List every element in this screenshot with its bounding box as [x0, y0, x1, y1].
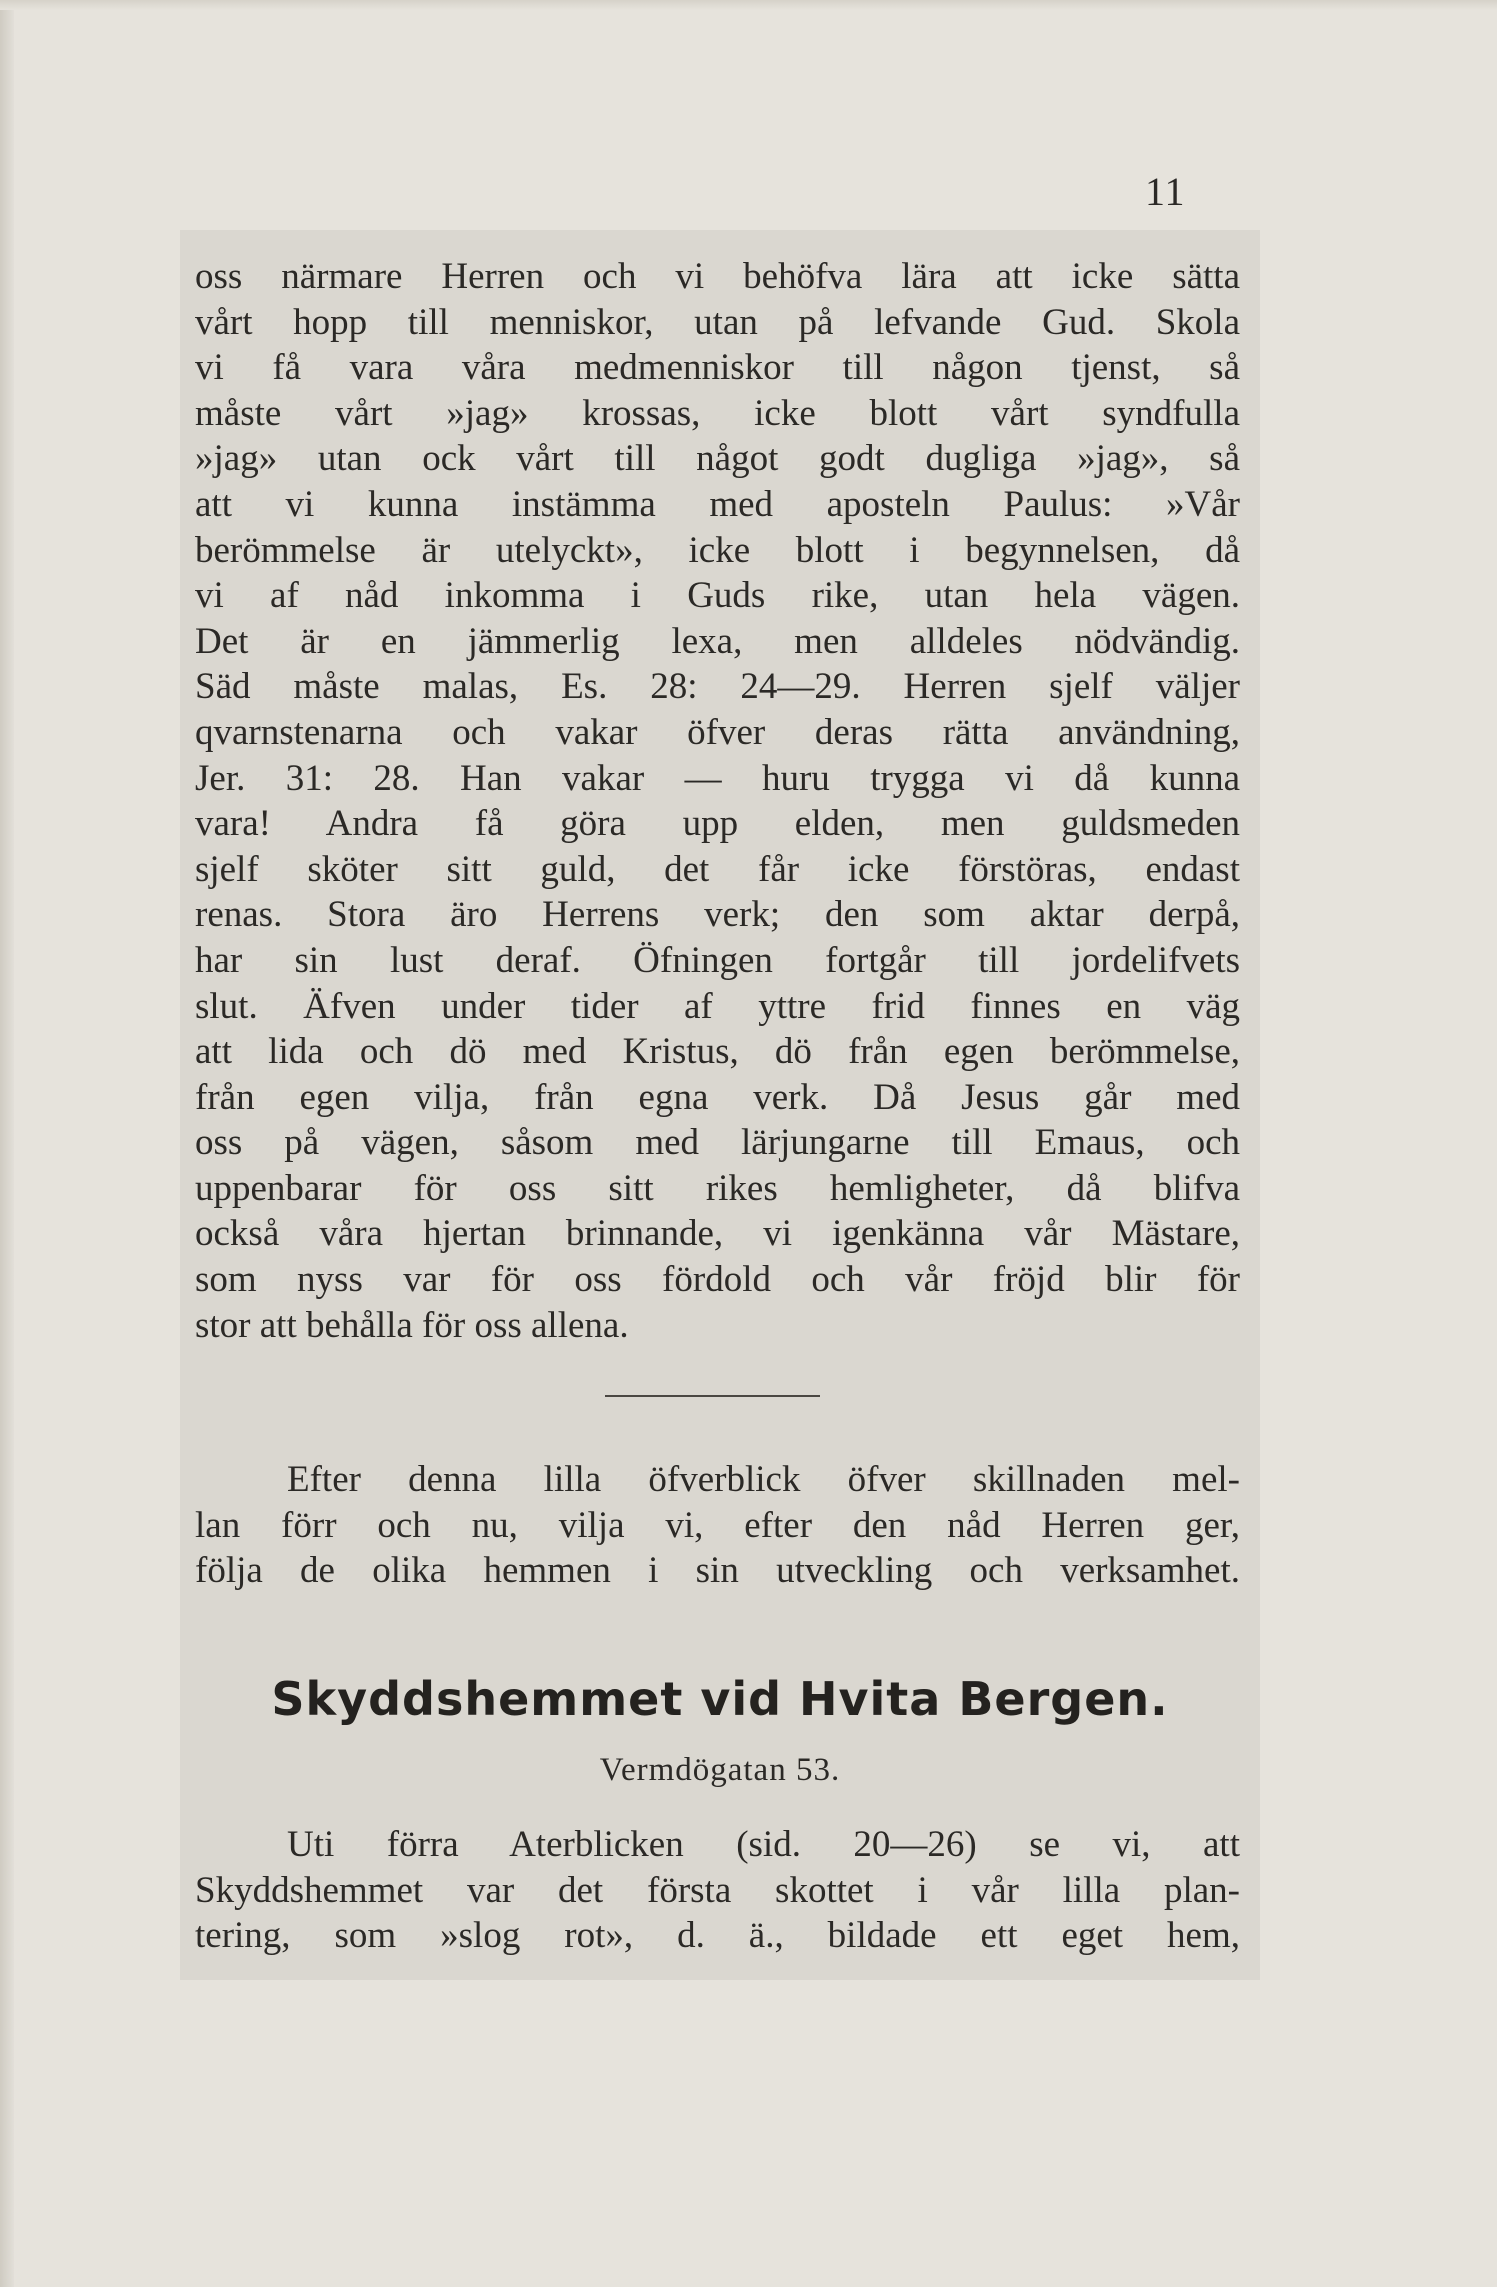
text-line: berömmelse är utelyckt», icke blott i begynnelsen, då	[195, 529, 1240, 571]
text-line: oss närmare Herren och vi behöfva lära att icke sätta	[195, 256, 1240, 297]
text-line: renas. Stora äro Herrens verk; den som aktar derpå,	[195, 894, 1240, 936]
text-line: följa de olika hemmen i sin utveckling och verksamhet.	[195, 1550, 1240, 1592]
page-edge	[0, 0, 14, 2287]
paragraph-2	[195, 1457, 1240, 1594]
text-line: qvarnstenarna och vakar öfver deras rätta användning,	[195, 711, 1240, 753]
text-line: stor att behålla för oss allena.	[195, 1304, 629, 1346]
text-line: tering, som »slog rot», d. ä., bildade ett eget hem,	[195, 1915, 1240, 1957]
text-line: vi af nåd inkomma i Guds rike, utan hela vägen.	[195, 575, 1240, 617]
text-line: från egen vilja, från egna verk. Då Jesus går med	[195, 1076, 1240, 1118]
section-subheading: Vermdögatan 53.	[599, 1752, 841, 1788]
paragraph-1	[195, 254, 1240, 1348]
text-line: att vi kunna instämma med aposteln Paulus: »Vår	[195, 483, 1240, 525]
text-line: Skyddshemmet var det första skottet i vår lilla plan-	[195, 1869, 1240, 1911]
text-line: måste vårt »jag» krossas, icke blott vårt syndfulla	[195, 392, 1240, 434]
text-line: vi få vara våra medmenniskor till någon tjenst, så	[195, 347, 1240, 389]
text-line: »jag» utan ock vårt till något godt dugliga »jag», så	[195, 438, 1240, 480]
text-line: lan förr och nu, vilja vi, efter den nåd Herren ger,	[195, 1504, 1240, 1546]
text-line: att lida och dö med Kristus, dö från egen berömmelse,	[195, 1031, 1240, 1073]
page-number: 11	[1145, 169, 1186, 214]
section-divider	[605, 1395, 820, 1397]
text-line: Efter denna lilla öfverblick öfver skillnaden mel-	[287, 1459, 1240, 1500]
text-line: slut. Äfven under tider af yttre frid finnes en väg	[195, 985, 1240, 1027]
text-line: Jer. 31: 28. Han vakar — huru trygga vi då kunna	[195, 757, 1240, 799]
text-line: Uti förra Aterblicken (sid. 20—26) se vi, att	[287, 1824, 1240, 1865]
text-line: vårt hopp till menniskor, utan på lefvande Gud. Skola	[195, 301, 1240, 343]
section-heading: Skyddshemmet vid Hvita Bergen.	[271, 1672, 1169, 1726]
text-line: uppenbarar för oss sitt rikes hemligheter, då blifva	[195, 1167, 1240, 1209]
paragraph-3	[195, 1822, 1240, 1959]
text-line: som nyss var för oss fördold och vår fröjd blir för	[195, 1259, 1240, 1301]
text-line: Det är en jämmerlig lexa, men alldeles nödvändig.	[195, 620, 1240, 662]
text-line: oss på vägen, såsom med lärjungarne till Emaus, och	[195, 1122, 1240, 1164]
text-line: Säd måste malas, Es. 28: 24—29. Herren sjelf väljer	[195, 666, 1240, 708]
text-line: sjelf sköter sitt guld, det får icke förstöras, endast	[195, 848, 1240, 890]
text-line: också våra hjertan brinnande, vi igenkänna vår Mästare,	[195, 1213, 1240, 1255]
text-line: har sin lust deraf. Öfningen fortgår till jordelifvets	[195, 939, 1240, 981]
page-edge-top	[0, 0, 1497, 10]
text-line: vara! Andra få göra upp elden, men guldsmeden	[195, 803, 1240, 845]
